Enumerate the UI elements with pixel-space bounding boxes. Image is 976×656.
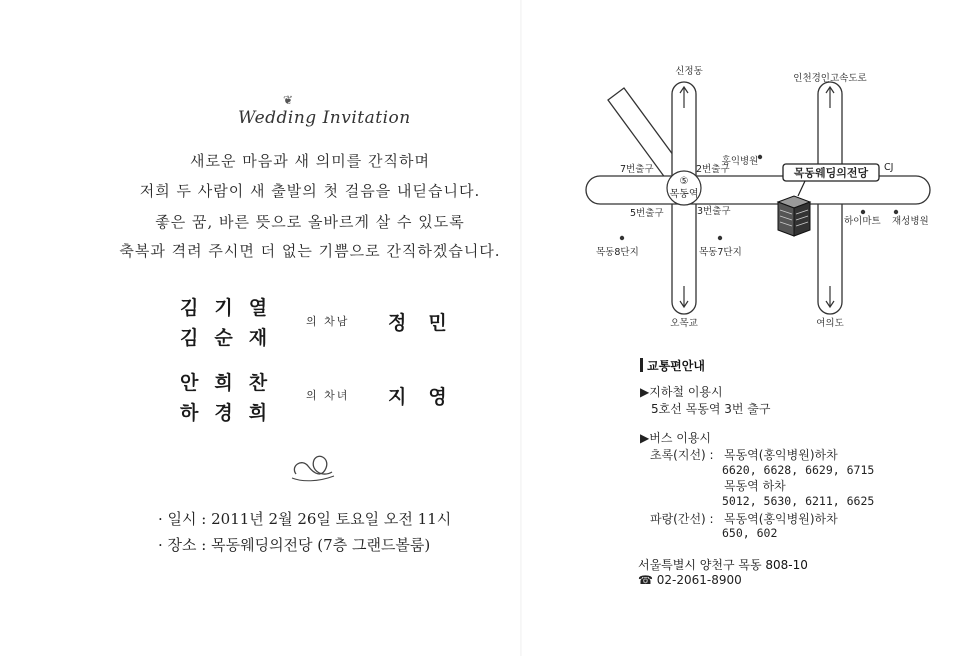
green-bus-routes-1: 6620, 6628, 6629, 6715	[722, 463, 875, 477]
green-bus-label: 초록(지선) :	[650, 448, 714, 462]
complex8-dot	[620, 236, 624, 240]
flourish-icon	[288, 448, 338, 484]
bride-name: 지영	[388, 386, 469, 408]
groom-name: 정민	[388, 312, 469, 334]
label-himart: 하이마트	[844, 216, 881, 227]
directions-heading: 교통편안내	[647, 359, 705, 373]
fold-line	[520, 0, 522, 656]
label-exit2: 2번출구	[696, 164, 730, 175]
label-sinjeong: 신정동	[675, 66, 703, 77]
label-cj: CJ	[884, 162, 894, 173]
bride-mother-name: 하경희	[180, 402, 284, 424]
location-map	[580, 60, 940, 340]
label-jesung: 재성병원	[892, 216, 929, 227]
subway-heading: ▶지하철 이용시	[640, 385, 723, 399]
label-hospital: 홍익병원	[721, 156, 759, 167]
invitation-title: Wedding Invitation	[238, 108, 411, 128]
groom-mother-name: 김순재	[180, 327, 284, 349]
verse-line-3: 좋은 꿈, 바른 뜻으로 올바르게 살 수 있도록	[155, 213, 465, 231]
verse-line-2: 저희 두 사람이 새 출발의 첫 걸음을 내딛습니다.	[139, 182, 481, 200]
groom-father-name: 김기열	[180, 297, 284, 319]
label-exit7: 7번출구	[620, 164, 654, 175]
bus-heading: ▶버스 이용시	[640, 431, 712, 445]
venue-label: 목동웨딩의전당	[793, 166, 869, 180]
himart-dot	[861, 210, 865, 214]
verse-line-1: 새로운 마음과 새 의미를 간직하며	[190, 152, 430, 170]
directions-heading-bar	[640, 358, 643, 372]
label-incheon-highway: 인천경인고속도로	[793, 73, 867, 84]
green-bus-stop-2: 목동역 하차	[724, 479, 786, 493]
station-number: ⑤	[679, 176, 689, 187]
label-omokgyo: 오목교	[670, 318, 698, 329]
date-line: · 일시 : 2011년 2월 26일 토요일 오전 11시	[158, 510, 452, 528]
venue-phone: ☎ 02-2061-8900	[638, 573, 742, 587]
label-complex8: 목동8단지	[596, 247, 639, 258]
label-yeouido: 여의도	[816, 318, 844, 329]
label-exit5: 5번출구	[630, 208, 664, 219]
ornament-icon: ❦	[283, 93, 294, 107]
hospital-dot	[758, 155, 762, 159]
venue-building-icon	[778, 196, 810, 236]
subway-detail: 5호선 목동역 3번 출구	[651, 402, 771, 416]
complex7-dot	[718, 236, 722, 240]
blue-bus-routes: 650, 602	[722, 526, 778, 540]
blue-bus-label: 파랑(간선) :	[650, 512, 714, 526]
bride-father-name: 안희찬	[180, 372, 284, 394]
label-exit3: 3번출구	[697, 206, 731, 217]
groom-relation: 의 차남	[306, 315, 350, 328]
place-line: · 장소 : 목동웨딩의전당 (7층 그랜드볼룸)	[158, 536, 431, 554]
venue-address: 서울특별시 양천구 목동 808-10	[638, 558, 808, 572]
green-bus-stop-1: 목동역(홍익병원)하차	[724, 448, 838, 462]
verse-line-4: 축복과 격려 주시면 더 없는 기쁨으로 간직하겠습니다.	[119, 242, 501, 260]
station-label: 목동역	[669, 189, 699, 200]
blue-bus-stop: 목동역(홍익병원)하차	[724, 512, 838, 526]
green-bus-routes-2: 5012, 5630, 6211, 6625	[722, 494, 875, 508]
jesung-dot	[894, 210, 898, 214]
label-complex7: 목동7단지	[699, 247, 742, 258]
bride-relation: 의 차녀	[306, 389, 350, 402]
